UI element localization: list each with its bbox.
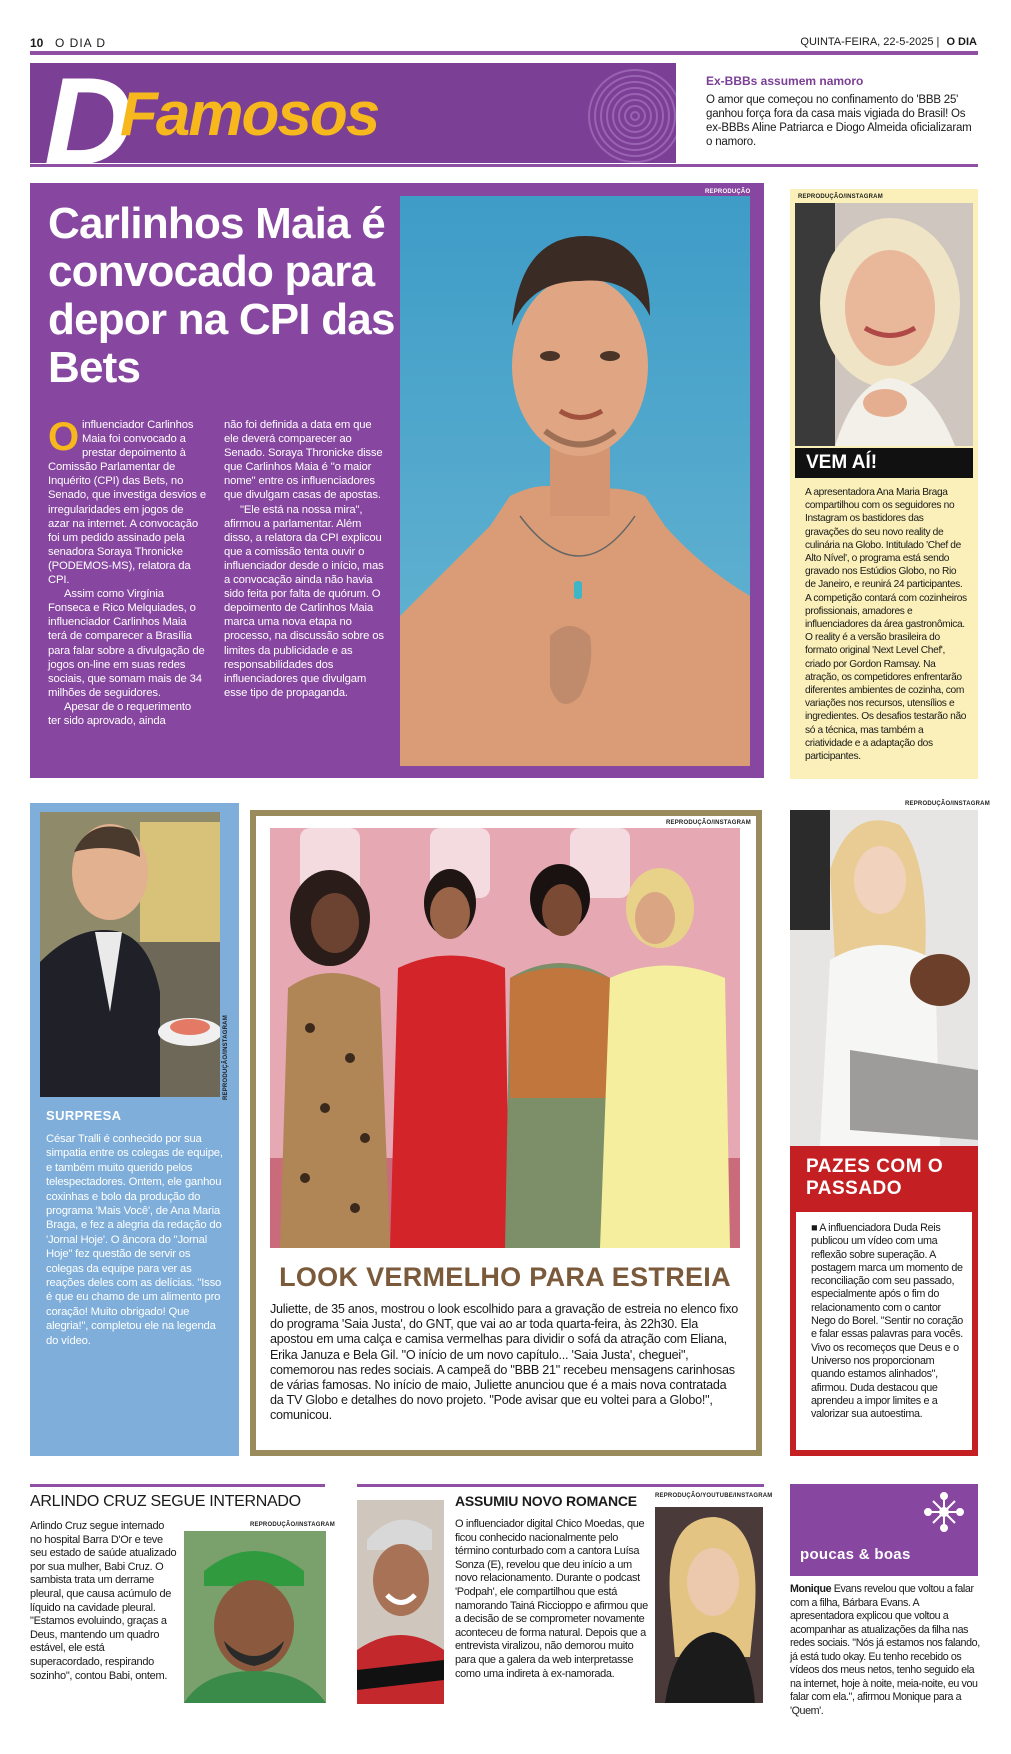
vem-ai-photo	[795, 203, 973, 446]
arlindo-title: ARLINDO CRUZ SEGUE INTERNADO	[30, 1493, 301, 1510]
teaser-title: Ex-BBBs assumem namoro	[706, 74, 864, 88]
issue-date: QUINTA-FEIRA, 22-5-2025 | O DIA	[800, 36, 977, 48]
pazes-illustration	[790, 810, 978, 1146]
look-illustration	[270, 828, 740, 1248]
paragraph: Apesar de o requerimento ter sido aprovado, ainda	[48, 700, 192, 727]
romance-illustration-1	[357, 1500, 444, 1704]
surpresa-photo	[40, 812, 220, 1097]
pazes-title: PAZES COM O PASSADO	[806, 1156, 944, 1199]
romance-photo-1	[357, 1500, 444, 1704]
date-paper: O DIA	[946, 36, 977, 48]
photo-credit: REPRODUÇÃO/INSTAGRAM	[223, 1015, 229, 1100]
pazes-photo	[790, 810, 978, 1146]
romance-illustration-2	[655, 1507, 763, 1703]
main-column-1	[48, 415, 207, 728]
arlindo-text: Arlindo Cruz segue internado no hospital Barra D'Or e teve seu estado de saúde atualizado por sua mulher, Babi Cruz. O sambista trata um derrame pleural, que causa acúmulo de líquido na cavidade pleural. "Estamos evoluindo, graças a Deus, mantendo um quadro estável, ele está superacordado, respirando sozinho", contou Babi, ontem.	[30, 1520, 177, 1682]
photo-credit: REPRODUÇÃO/YOUTUBE/INSTAGRAM	[655, 1493, 773, 1499]
photo-credit: REPRODUÇÃO/INSTAGRAM	[905, 801, 990, 807]
vem-ai-illustration	[795, 203, 973, 446]
top-rule	[30, 51, 978, 55]
vem-ai-title: VEM AÍ!	[806, 452, 878, 473]
sparkle-icon	[924, 1492, 964, 1532]
teaser-text: O amor que começou no confinamento do 'BBB 25' ganhou força fora da casa mais vigiada do Brasil! Os ex-BBBs Aline Patriarca e Diogo Almeida oficializaram o namoro.	[706, 94, 972, 148]
masthead-letter: D	[44, 63, 128, 163]
main-column-2	[224, 418, 384, 700]
arlindo-illustration	[184, 1531, 326, 1703]
pazes-text	[811, 1222, 967, 1421]
pazes-text-body: A influenciadora Duda Reis publicou um vídeo com uma reflexão sobre superação. A postagem marca um momento de reconciliação com seu passado, especialmente após o fim do relacionamento com o cantor Nego do Borel. "Sentir no coração e falar essas palavras para vocês. Vivo os recomeços que Deus e o Universo nos proporcionam quando estamos alinhados", afirmou. Duda destacou que aprendeu a impor limites e a valorizar sua autoestima.	[811, 1222, 963, 1421]
arlindo-rule	[30, 1484, 325, 1487]
paper-name: O DIA D	[55, 36, 107, 50]
poucas-boas-body: Evans revelou que voltou a falar com a filha, Bárbara Evans. A apresentadora explicou que voltou a acompanhar as atualizações da filha nas redes sociais. "Nós já estamos nos falando, já está tudo okay. Eu tenho recebido os vídeos dos meus netos, tenho seguido ela na internet, hoje à noite, meia-noite, eu vou falar com ela.", afirmou Monique para a 'Quem'.	[790, 1583, 980, 1717]
decorative-circles-icon	[585, 66, 685, 163]
dropcap: O	[48, 415, 79, 459]
bullet-icon: ■	[811, 1222, 820, 1234]
paragraph: "Ele está na nossa mira", afirmou a parlamentar. Além disso, a relatora da CPI explicou que a comissão tenta ouvir o influenciador desde o início, mas a convocação ainda não havia sido feita por falta de quórum. O depoimento de Carlinhos Maia marca uma nova etapa no processo, na discussão sobre os limites da publicidade e as responsabilidades dos influenciadores que divulgam esse tipo de propaganda.	[224, 503, 384, 699]
photo-credit: REPRODUÇÃO	[705, 189, 751, 195]
romance-photo-2	[655, 1507, 763, 1703]
surpresa-illustration	[40, 812, 220, 1097]
date-text: QUINTA-FEIRA, 22-5-2025	[800, 36, 934, 48]
photo-credit: REPRODUÇÃO/INSTAGRAM	[250, 1522, 335, 1528]
poucas-boas-lead: Monique	[790, 1583, 832, 1595]
paragraph: não foi definida a data em que ele deverá comparecer ao Senado. Soraya Thronicke disse que Carlinhos Maia é "o maior nome" entre os influenciadores que divulgam casas de apostas.	[224, 419, 383, 502]
page-number: 10	[30, 36, 44, 50]
romance-title: ASSUMIU NOVO ROMANCE	[455, 1493, 637, 1509]
surpresa-text: César Tralli é conhecido por sua simpatia entre os colegas de equipe, e também muito querido pelos telespectadores. Ontem, ele ganhou coxinhas e bolo da produção do programa 'Mais Você', de Ana Maria Braga, e fez a alegria da redação do 'Jornal Hoje'. O âncora do "Jornal Hoje" fez questão de servir os colegas da equipe para ver as reações deles com as delícias. "Isso é que eu chamo de um alimento pro coração! Muito obrigado! Que alegria!", completou ele na legenda do vídeo.	[46, 1133, 223, 1347]
look-title: LOOK VERMELHO PARA ESTREIA	[279, 1262, 731, 1292]
romance-rule	[357, 1484, 764, 1487]
vem-ai-text: A apresentadora Ana Maria Braga compartilhou com os seguidores no Instagram os bastidores das gravações do seu novo reality de culinária na Globo. Intitulado 'Chef de Alto Nível', o programa está sendo gravado nos Estúdios Globo, no Rio de Janeiro, e reunirá 24 participantes. A competição contará com cozinheiros profissionais, amadores e influenciadores da área gastronômica. O reality é a versão brasileira do formato original 'Next Level Chef', criado por Gordon Ramsay. Na atração, os competidores enfrentarão diferentes ambientes de cozinha, com variações nos recursos, utensílios e ingredientes. Os desafios testarão não só a técnica, mas também a criatividade e a adaptação dos participantes.	[805, 487, 967, 763]
main-photo-illustration	[400, 196, 750, 766]
photo-credit: REPRODUÇÃO/INSTAGRAM	[666, 820, 751, 826]
masthead-section: Famosos	[120, 80, 379, 149]
main-photo	[400, 196, 750, 766]
romance-text: O influenciador digital Chico Moedas, que ficou conhecido nacionalmente pelo término conturbado com a cantora Luísa Sonza (E), revelou que deu início a um novo relacionamento. Durante o podcast 'Podpah', ele compartilhou que está namorando Tainá Riccioppo e afirmou que a decisão de se comprometer novamente aconteceu de forma natural. Depois que a entrevista viralizou, não demorou muito para que a galera da web interpretasse como uma indireta à ex-namorada.	[455, 1518, 648, 1680]
surpresa-title: SURPRESA	[46, 1108, 122, 1123]
main-headline: Carlinhos Maia é convocado para depor na CPI das Bets	[48, 199, 395, 392]
poucas-boas-text	[790, 1583, 980, 1718]
photo-credit: REPRODUÇÃO/INSTAGRAM	[798, 194, 883, 200]
paragraph: Assim como Virgínia Fonseca e Rico Melquiades, o influenciador Carlinhos Maia terá de comparecer a Brasília para falar sobre a divulgação de jogos on-line em suas redes sociais, que somam mais de 34 milhões de seguidores.	[48, 588, 205, 699]
poucas-boas-title: poucas & boas	[800, 1546, 911, 1563]
look-photo	[270, 828, 740, 1248]
paragraph: influenciador Carlinhos Maia foi convocado a prestar depoimento à Comissão Parlamentar de Inquérito (CPI) das Bets, no Senado, que investiga desvios e irregularidades em jogos de azar na internet. A convocação foi um pedido assinado pela senadora Soraya Thronicke (PODEMOS-MS), relatora da CPI.	[48, 419, 207, 587]
arlindo-photo	[184, 1531, 326, 1703]
look-text: Juliette, de 35 anos, mostrou o look escolhido para a gravação de estreia no elenco fixo do programa 'Saia Justa', do GNT, que vai ao ar toda quarta-feira, às 22h30. Ela apostou em uma calça e camisa vermelhas para dividir o sofá da atração com Eliana, Erika Januza e Bela Gil. "O início de um novo capítulo... 'Saia Justa', cheguei", comemorou nas redes sociais. A campeã do "BBB 21" recebeu mensagens carinhosas de várias famosas. No início de maio, Juliette anunciou que é a mais nova contratada da TV Globo e detalhes do novo projeto. "Pode avisar que eu voltei para a Globo!", comunicou.	[270, 1302, 739, 1423]
masthead-rule	[30, 164, 978, 167]
